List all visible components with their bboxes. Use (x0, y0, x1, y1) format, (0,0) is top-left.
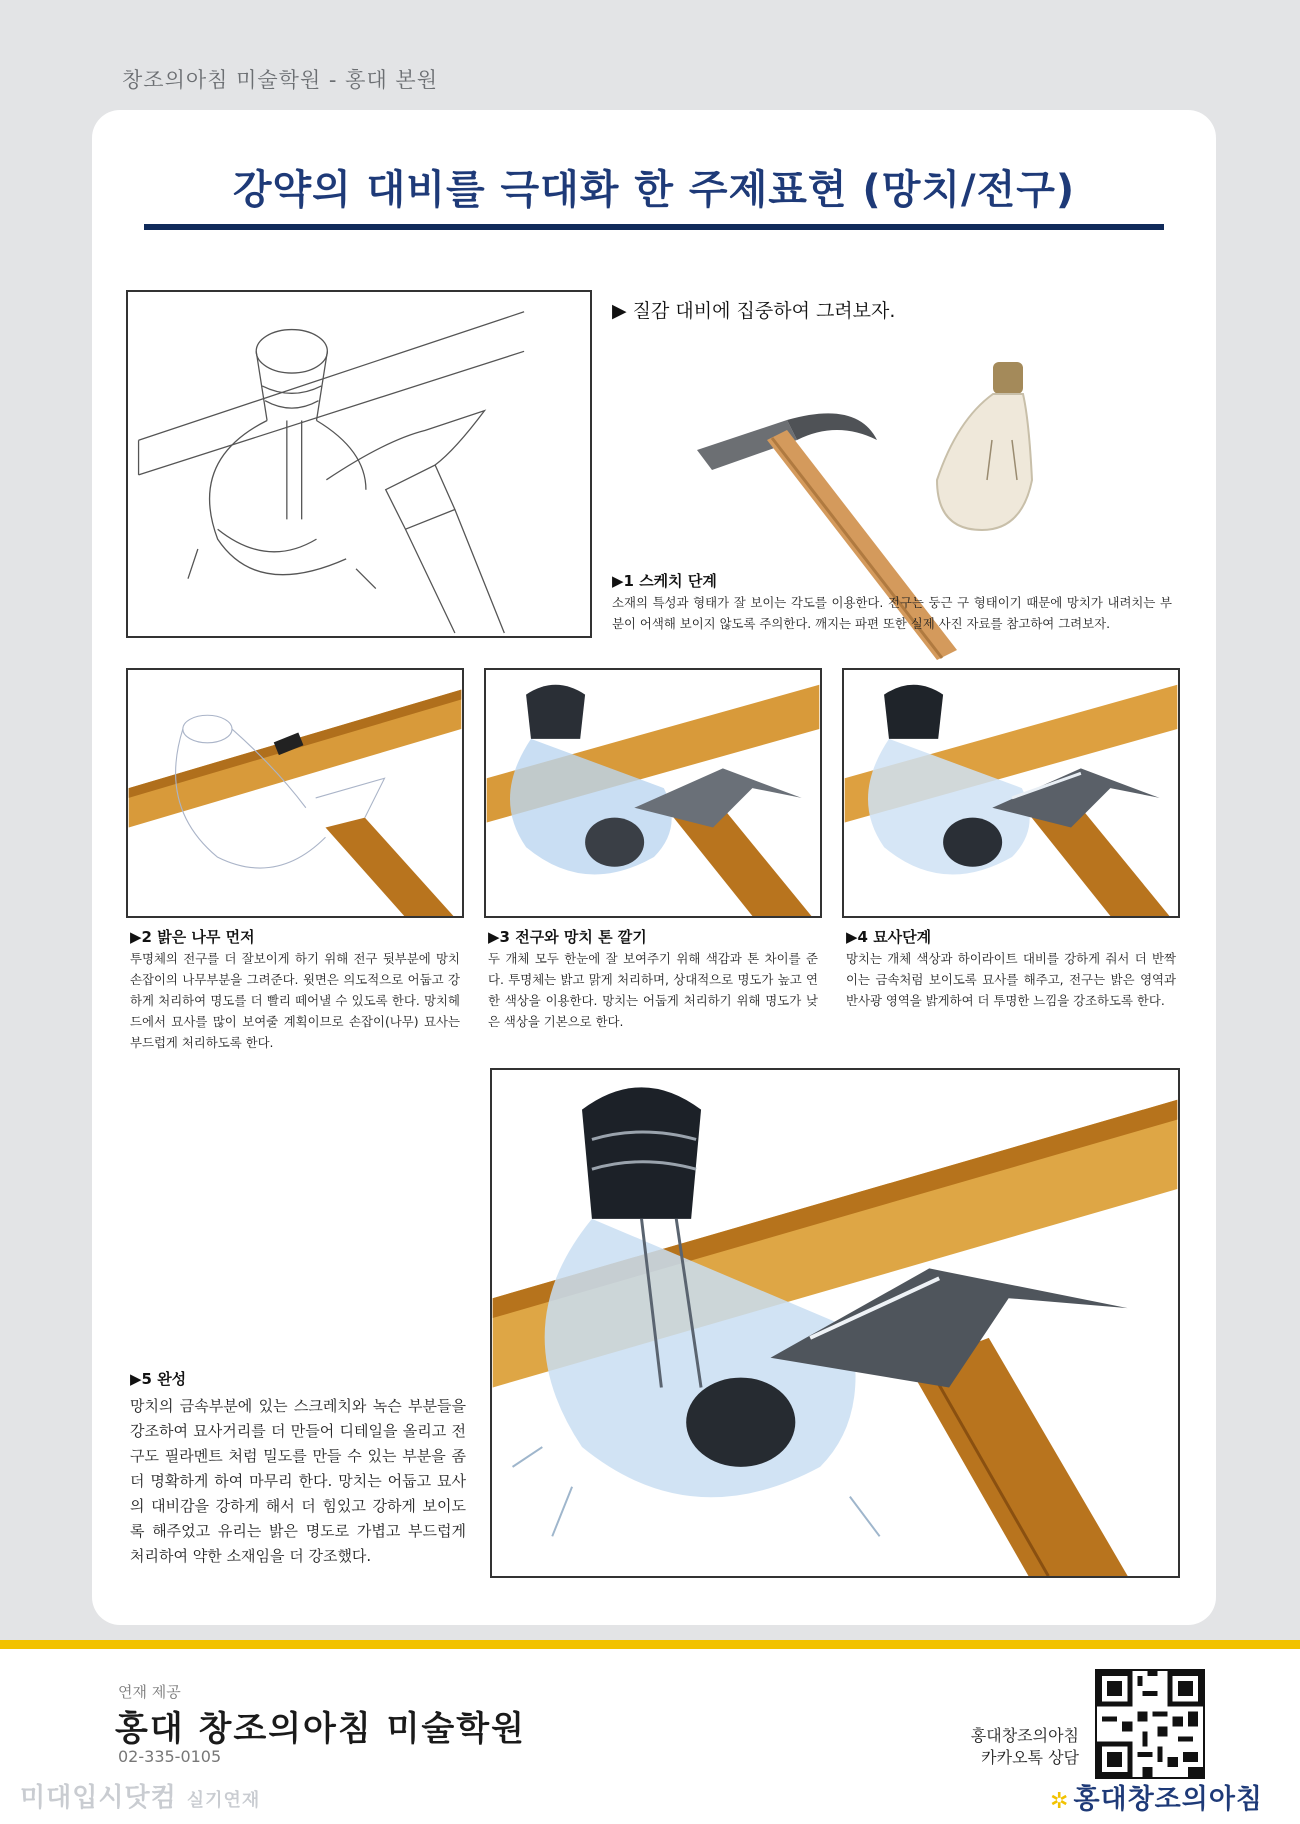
step3-image (484, 668, 822, 918)
title-divider (144, 224, 1164, 230)
qr-svg (1097, 1671, 1203, 1777)
step4-text: 망치는 개체 색상과 하이라이트 대비를 강하게 줘서 더 반짝이는 금속처럼 보이도록 묘사를 해주고, 전구는 밝은 영역과 반사광 영역을 밝게하여 더 투명한 느낌을 강조하도록 한다. (846, 951, 1176, 1008)
content-card (92, 110, 1216, 1625)
step5-heading: ▶5 완성 (130, 1370, 187, 1388)
step-tagline: ▶ 질감 대비에 집중하여 그려보자. (612, 300, 896, 322)
academy-branch-label: 창조의아침 미술학원 - 홍대 본원 (122, 68, 438, 92)
kakao-line-1: 홍대창조의아침 (970, 1726, 1079, 1745)
step2-svg (128, 670, 462, 916)
watermark-main: 미대입시닷컴 (20, 1783, 177, 1813)
page-title: 강약의 대비를 극대화 한 주제표현 (망치/전구) (232, 167, 1076, 213)
step3-svg (486, 670, 820, 916)
kakao-line-2: 카카오톡 상담 (981, 1748, 1079, 1767)
sketch-svg (128, 292, 590, 636)
step5-final-image (490, 1068, 1180, 1578)
step1-heading: ▶1 스케치 단계 (612, 572, 717, 590)
footer-watermark (20, 1777, 260, 1814)
watermark-sub: 실기연재 (186, 1790, 261, 1811)
step4-heading: ▶4 묘사단계 (846, 928, 932, 946)
footer-academy-name: 홍대 창조의아침 미술학원 (115, 1709, 526, 1749)
footer-provider-label: 연재 제공 (118, 1683, 181, 1701)
footer-brand-logo (1050, 1777, 1263, 1816)
kakao-qr-code-icon[interactable] (1095, 1669, 1205, 1779)
step3-heading: ▶3 전구와 망치 톤 깔기 (488, 928, 647, 946)
bulb-reference-icon (937, 362, 1032, 530)
step5-text: 망치의 금속부분에 있는 스크레치와 녹슨 부분들을 강조하여 묘사거리를 더 만들어 디테일을 올리고 전구도 필라멘트 처럼 밀도를 만들 수 있는 부분을 좀더 명확하게 하여 마무리 한다. 망치는 어둡고 묘사의 대비감을 강하게 해서 더 힘있고 강하게 보이도록 해주었고 유리는 밝은 명도로 가볍고 부드럽게 처리하여 약한 소재임을 더 강조했다. (130, 1397, 466, 1565)
step4-image (842, 668, 1180, 918)
kakao-consult-label (955, 1725, 1079, 1769)
step2-heading: ▶2 밝은 나무 먼저 (130, 928, 255, 946)
footer-phone: 02-335-0105 (118, 1747, 222, 1766)
step1-text: 소재의 특성과 형태가 잘 보이는 각도를 이용한다. 전구는 둥근 구 형태이기 때문에 망치가 내려치는 부분이 어색해 보이지 않도록 주의한다. 깨지는 파편 또한 실제 사진 자료를 참고하여 그려보자. (612, 595, 1172, 631)
step2-image (126, 668, 464, 918)
final-svg (492, 1070, 1178, 1576)
step2-text: 투명체의 전구를 더 잘보이게 하기 위해 전구 뒷부분에 망치손잡이의 나무부분을 그려준다. 윗면은 의도적으로 어둡고 강하게 처리하여 명도를 더 빨리 떼어낼 수 있도록 한다. 망치헤드에서 묘사를 많이 보여줄 계획이므로 손잡이(나무) 묘사는 부드럽게 처리하도록 한다. (130, 951, 460, 1050)
footer-brand-text: 홍대창조의아침 (1073, 1784, 1264, 1815)
footer (0, 1649, 1300, 1824)
step3-text: 두 개체 모두 한눈에 잘 보여주기 위해 색감과 톤 차이를 준다. 투명체는 밝고 맑게 처리하며, 상대적으로 명도가 높고 연한 색상을 이용한다. 망치는 어둡게 처리하기 위해 명도가 낮은 색상을 기본으로 한다. (488, 951, 818, 1029)
step4-svg (844, 670, 1178, 916)
step1-sketch-image (126, 290, 592, 638)
footer-accent-bar (0, 1640, 1300, 1649)
sparkle-icon: ✲ (1050, 1789, 1070, 1814)
